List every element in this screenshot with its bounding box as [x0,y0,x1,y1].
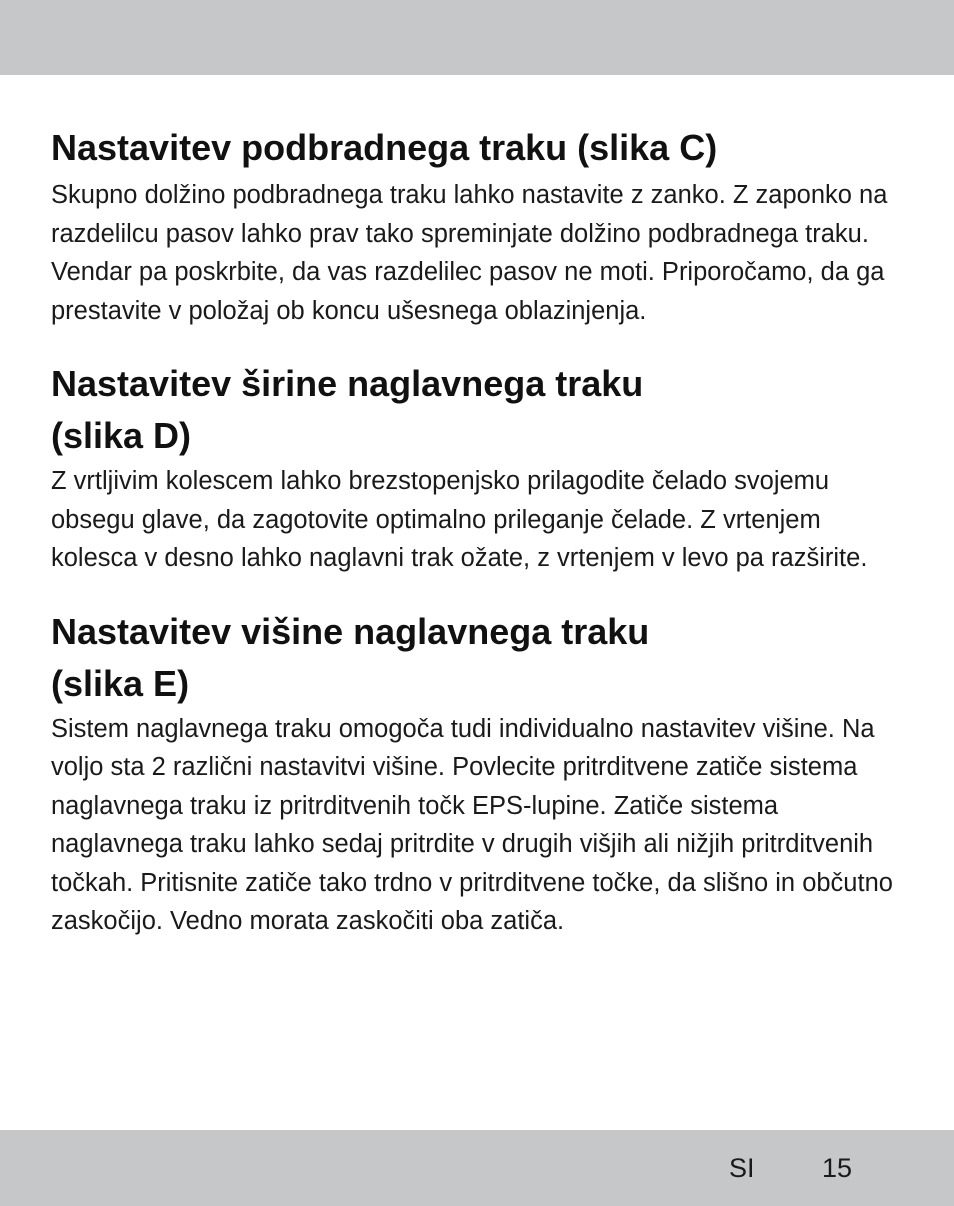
section-heading [51,358,911,462]
section-heading-line2: (slika D) [51,415,192,456]
section-heading [51,606,911,710]
section-body: Sistem naglavnega traku omogoča tudi individualno nastavitev višine. Na voljo sta 2 različni nastavitvi višine. Povlecite pritrditvene zatiče sistema naglavnega traku iz pritrditvenih točk EPS-lupine. Zatiče sistema naglavnega traku lahko sedaj pritrdite v drugih višjih ali nižjih pritrditvenih točkah. Pritisnite zatiče tako trdno v pritrditvene točke, da slišno in občutno zaskočijo. Vedno morata zaskočiti oba zatiča. [51,714,893,935]
section-body: Skupno dolžino podbradnega traku lahko nastavite z zanko. Z zaponko na razdelilcu pasov lahko prav tako spreminjate dolžino podbradnega traku. Vendar pa poskrbite, da vas razdelilec pasov ne moti. Priporočamo, da ga prestavite v položaj ob koncu ušesnega oblazinjenja. [51,181,888,325]
footer-band [0,1130,954,1206]
section-heading-line2: (slika E) [51,662,190,704]
page-content [51,122,911,941]
section-heading-line1: Nastavitev višine naglavnega traku [51,610,650,652]
language-code: SI [729,1153,755,1183]
page-number: 15 [822,1153,853,1183]
section-body: Z vrtljivim kolescem lahko brezstopenjsko prilagodite čelado svojemu obsegu glave, da zagotovite optimalno prileganje čelade. Z vrtenjem kolesca v desno lahko naglavni trak ožate, z vrtenjem v levo pa razširite. [51,467,868,572]
section-headband-width [51,358,911,578]
section-heading: Nastavitev podbradnega traku (slika C) [51,127,718,168]
header-band [0,0,954,75]
section-headband-height [51,606,911,941]
section-chin-strap [51,122,911,330]
section-heading-line1: Nastavitev širine naglavnega traku [51,363,644,404]
